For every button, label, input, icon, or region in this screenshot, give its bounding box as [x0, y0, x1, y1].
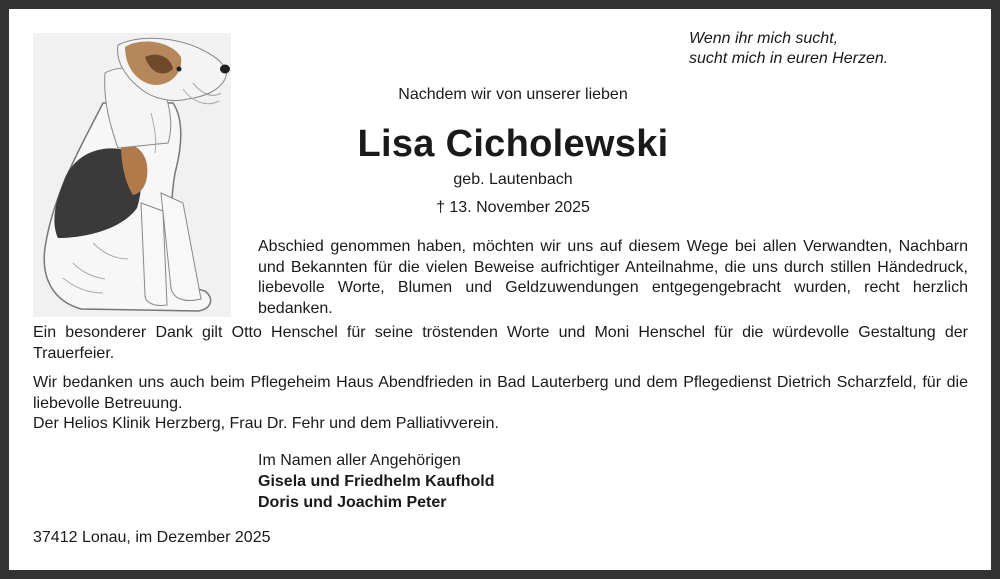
signature-intro: Im Namen aller Angehörigen — [258, 452, 461, 469]
thanks-paragraph-3: Wir bedanken uns auch beim Pflegeheim Haus Abendfrieden in Bad Lauterberg und dem Pflegedienst Dietrich Scharzfeld, für die liebevolle Betreuung. — [33, 374, 968, 412]
obituary-notice — [9, 9, 991, 570]
thanks-paragraph-4: Der Helios Klinik Herzberg, Frau Dr. Fehr und dem Palliativverein. — [33, 415, 499, 432]
thanks-paragraph-2: Ein besonderer Dank gilt Otto Henschel für seine tröstenden Worte und Moni Henschel für die würdevolle Gestaltung der Trauerfeier. — [33, 324, 968, 362]
signature-family-2: Doris und Joachim Peter — [258, 494, 447, 511]
motto-line-1: Wenn ihr mich sucht, — [689, 30, 839, 47]
birth-name: geb. Lautenbach — [453, 171, 573, 188]
deceased-name: Lisa Cicholewski — [357, 123, 669, 165]
thanks-paragraph-1: Abschied genommen haben, möchten wir uns auf diesem Wege bei allen Verwandten, Nachbarn und Bekannten für die vielen Beweise aufrichtiger Anteilnahme, die uns durch stillen Händedruck, liebevolle Worte, Blumen und Geldzuwendungen entgegengebracht wurden, recht herzlich bedanken. — [258, 238, 968, 317]
intro-text: Nachdem wir von unserer lieben — [398, 86, 628, 103]
fox-terrier-dog-icon — [33, 33, 231, 317]
signature-block — [258, 450, 758, 513]
place-and-date: 37412 Lonau, im Dezember 2025 — [33, 529, 271, 546]
motto-line-2: sucht mich in euren Herzen. — [689, 50, 889, 67]
motto-quote — [689, 29, 989, 69]
death-date: † 13. November 2025 — [436, 199, 590, 216]
signature-family-1: Gisela und Friedhelm Kaufhold — [258, 473, 495, 490]
